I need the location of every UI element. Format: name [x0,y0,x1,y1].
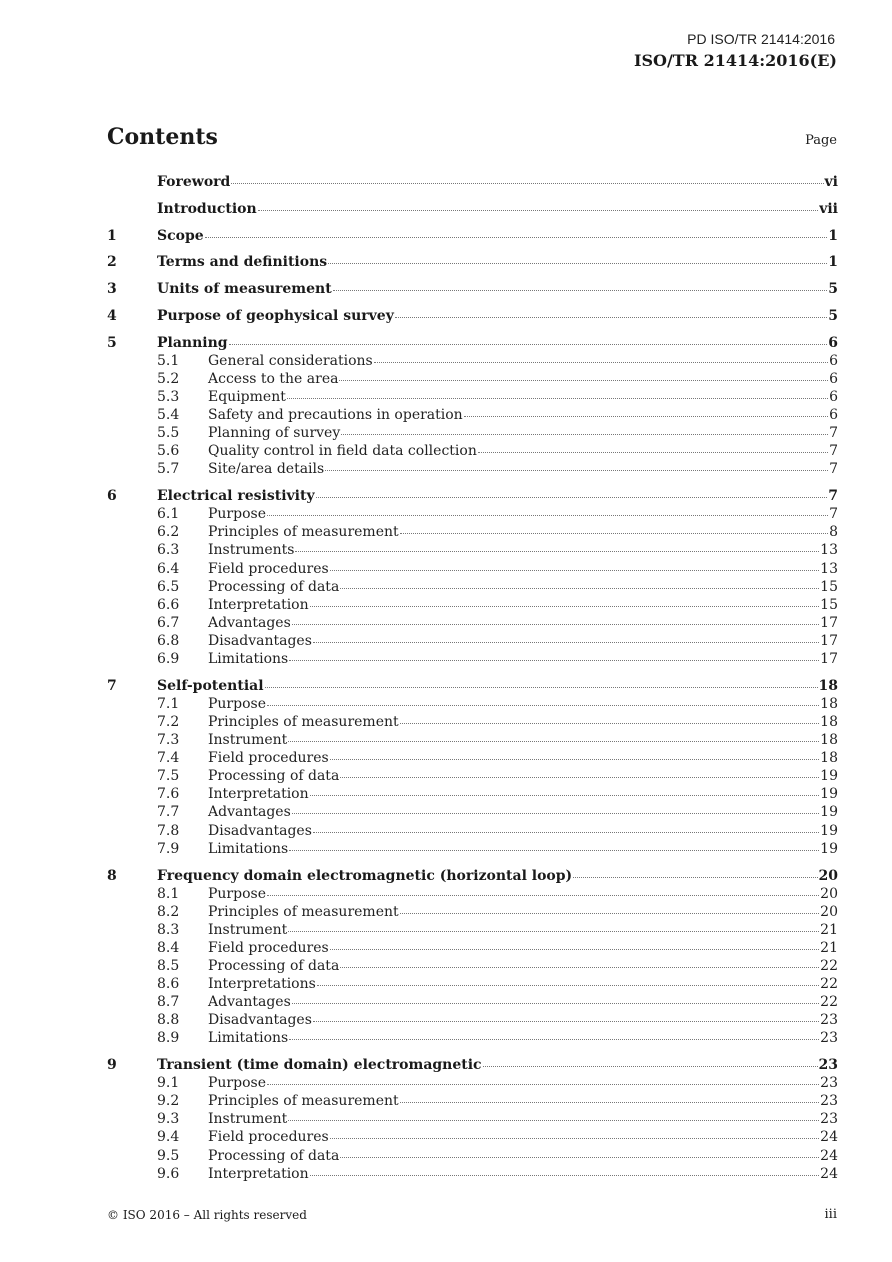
toc-subentry[interactable] [107,976,838,994]
toc-subentry[interactable] [107,561,838,579]
toc-subentry-title: Principles of measurement [208,903,399,920]
toc-subentry-page: 6 [829,388,838,405]
toc-subentry-number: 7.7 [157,804,180,821]
toc-subentry[interactable] [107,1012,838,1030]
toc-subentry[interactable] [107,940,838,958]
dot-leader [288,741,819,742]
toc-subentry-title: Interpretation [208,596,309,613]
toc-entry-page: vii [819,200,838,217]
toc-subentry-title: Interpretation [208,1165,309,1182]
dot-leader [478,452,828,453]
toc-subentry[interactable] [107,732,838,750]
toc-subentry-page: 7 [829,461,838,478]
toc-entry-page: 1 [828,227,838,244]
toc-subentry[interactable] [107,886,838,904]
toc-subentry-page: 17 [820,632,838,649]
toc-subentry[interactable] [107,579,838,597]
toc-entry[interactable] [107,308,838,326]
toc-subentry[interactable] [107,615,838,633]
document-reference: PD ISO/TR 21414:2016 [687,31,835,47]
toc-entry-number: 5 [107,334,117,351]
toc-entry-page: 1 [828,254,838,271]
toc-subentry[interactable] [107,353,838,371]
toc-subentry-title: Disadvantages [208,822,312,839]
toc-subentry-page: 23 [820,1030,838,1047]
toc-subentry-number: 6.5 [157,578,180,595]
dot-leader [289,660,819,661]
toc-entry-page: 7 [828,488,838,505]
toc-entry-page: vi [824,174,838,190]
toc-entry-title: Planning [157,334,228,351]
dot-leader [313,642,819,643]
toc-subentry[interactable] [107,841,838,859]
toc-subentry-number: 7.6 [157,786,180,803]
toc-subentry-page: 15 [820,578,838,595]
toc-entry-number: 4 [107,307,117,324]
dot-leader [330,1138,819,1139]
toc-subentry[interactable] [107,823,838,841]
toc-entry-number: 1 [107,227,117,244]
toc-entry-title: Self-potential [157,677,264,694]
toc-subentry[interactable] [107,696,838,714]
toc-entry-page: 6 [828,334,838,351]
toc-subentry-page: 15 [820,596,838,613]
toc-entry[interactable] [107,678,838,696]
toc-entry-title: Terms and definitions [157,254,328,271]
toc-subentry[interactable] [107,1030,838,1048]
toc-subentry-title: Processing of data [208,957,340,974]
toc-subentry-page: 23 [820,1075,838,1092]
toc-entry-title: Purpose of geophysical survey [157,307,394,324]
dot-leader [340,967,819,968]
toc-subentry-page: 7 [829,443,838,460]
toc-subentry[interactable] [107,443,838,461]
toc-subentry[interactable] [107,750,838,768]
dot-leader [310,606,820,607]
dot-leader [267,515,828,516]
toc-entry-number: 7 [107,677,117,694]
dot-leader [333,290,828,291]
toc-subentry[interactable] [107,922,838,940]
toc-subentry-title: Disadvantages [208,1012,312,1029]
dot-leader [258,210,819,211]
dot-leader [289,1039,819,1040]
toc-subentry-title: General considerations [208,352,373,369]
dot-leader [292,624,819,625]
toc-subentry-page: 21 [820,921,838,938]
toc-entry[interactable] [107,1057,838,1075]
dot-leader [340,777,819,778]
toc-subentry-title: Access to the area [208,370,339,387]
toc-subentry-title: Instruments [208,542,295,559]
dot-leader [400,533,828,534]
toc-subentry-page: 7 [829,506,838,523]
standard-designation: ISO/TR 21414:2016(E) [633,51,837,70]
toc-subentry-number: 8.9 [157,1030,180,1047]
toc-subentry[interactable] [107,1075,838,1093]
dot-leader [340,588,819,589]
page-column-label: Page [805,133,837,148]
toc-subentry[interactable] [107,461,838,479]
copyright-notice: © ISO 2016 – All rights reserved [107,1208,307,1222]
dot-leader [317,985,819,986]
dot-leader [395,317,827,318]
toc-subentry-number: 5.6 [157,443,180,460]
toc-subentry-title: Purpose [208,1075,266,1092]
toc-subentry[interactable] [107,425,838,443]
toc-entry[interactable] [107,201,838,219]
toc-subentry-number: 8.6 [157,975,180,992]
toc-entry[interactable] [107,868,838,886]
toc-subentry-page: 21 [820,939,838,956]
toc-subentry[interactable] [107,768,838,786]
toc-subentry-title: Principles of measurement [208,524,399,541]
toc-entry-page: 20 [818,867,838,884]
toc-subentry-page: 23 [820,1012,838,1029]
toc-subentry-number: 8.2 [157,903,180,920]
toc-entry[interactable] [107,174,838,192]
toc-subentry-page: 19 [820,786,838,803]
table-of-contents [107,174,838,1184]
toc-subentry-number: 6.6 [157,596,180,613]
toc-subentry-number: 5.7 [157,461,180,478]
toc-subentry[interactable] [107,958,838,976]
toc-entry-number: 3 [107,281,117,298]
toc-subentry-title: Field procedures [208,560,329,577]
page-number: iii [824,1207,837,1222]
toc-subentry-number: 9.6 [157,1165,180,1182]
dot-leader [229,344,828,345]
toc-subentry-title: Principles of measurement [208,713,399,730]
toc-entry[interactable] [107,254,838,272]
dot-leader [573,877,817,878]
dot-leader [340,1157,819,1158]
toc-subentry-title: Principles of measurement [208,1093,399,1110]
toc-entry-title: Frequency domain electromagnetic (horizontal loop) [157,867,573,884]
toc-subentry-page: 6 [829,407,838,424]
toc-subentry-title: Processing of data [208,578,340,595]
toc-subentry-title: Purpose [208,885,266,902]
toc-subentry-page: 19 [820,822,838,839]
dot-leader [330,949,819,950]
toc-entry[interactable] [107,228,838,246]
toc-subentry[interactable] [107,651,838,669]
dot-leader [330,759,819,760]
toc-entry-page: 5 [828,307,838,324]
toc-subentry-number: 7.5 [157,768,180,785]
dot-leader [287,398,828,399]
dot-leader [292,813,819,814]
toc-entry-title: Scope [157,227,204,244]
toc-subentry-number: 6.8 [157,632,180,649]
toc-subentry-number: 9.3 [157,1111,180,1128]
toc-subentry-page: 22 [820,994,838,1011]
toc-entry-number: 9 [107,1057,117,1074]
toc-subentry-title: Processing of data [208,1147,340,1164]
dot-leader [374,362,828,363]
toc-entry-title: Transient (time domain) electromagnetic [157,1057,482,1074]
toc-entry[interactable] [107,281,838,299]
toc-entry-page: 18 [818,677,838,694]
toc-subentry-number: 5.4 [157,407,180,424]
dot-leader [288,1120,819,1121]
toc-subentry-title: Site/area details [208,461,325,478]
toc-subentry-number: 7.4 [157,750,180,767]
toc-subentry-page: 19 [820,804,838,821]
toc-subentry-page: 22 [820,975,838,992]
toc-subentry[interactable] [107,904,838,922]
dot-leader [339,380,828,381]
toc-subentry-title: Instrument [208,921,288,938]
toc-subentry-page: 22 [820,957,838,974]
toc-subentry-page: 24 [820,1165,838,1182]
toc-subentry-number: 9.5 [157,1147,180,1164]
toc-subentry-title: Advantages [208,804,291,821]
toc-subentry[interactable] [107,714,838,732]
toc-subentry-number: 9.1 [157,1075,180,1092]
toc-entry-number: 2 [107,254,117,271]
toc-subentry-title: Limitations [208,650,289,667]
dot-leader [400,913,820,914]
toc-entry-number: 8 [107,867,117,884]
toc-subentry[interactable] [107,407,838,425]
toc-subentry-number: 8.8 [157,1012,180,1029]
toc-entry-title: Introduction [157,200,257,217]
toc-subentry-page: 7 [829,425,838,442]
toc-subentry-number: 6.2 [157,524,180,541]
toc-subentry-number: 8.3 [157,921,180,938]
toc-subentry[interactable] [107,506,838,524]
toc-subentry-title: Interpretations [208,975,316,992]
dot-leader [310,795,820,796]
toc-subentry-number: 7.3 [157,732,180,749]
toc-subentry-page: 13 [820,542,838,559]
toc-subentry[interactable] [107,524,838,542]
dot-leader [341,434,828,435]
toc-subentry-number: 7.8 [157,822,180,839]
toc-subentry-page: 18 [820,695,838,712]
toc-subentry-title: Field procedures [208,939,329,956]
toc-subentry-page: 24 [820,1129,838,1146]
toc-entry-title: Foreword [157,174,231,190]
toc-subentry[interactable] [107,389,838,407]
toc-subentry-title: Limitations [208,1030,289,1047]
toc-subentry-page: 17 [820,614,838,631]
dot-leader [400,723,820,724]
dot-leader [313,832,819,833]
toc-subentry-number: 5.3 [157,388,180,405]
toc-subentry-page: 23 [820,1111,838,1128]
dot-leader [313,1021,819,1022]
dot-leader [205,237,828,238]
toc-subentry-page: 18 [820,732,838,749]
toc-entry-number: 6 [107,488,117,505]
dot-leader [328,263,827,264]
toc-subentry-number: 5.5 [157,425,180,442]
toc-subentry[interactable] [107,994,838,1012]
toc-entry-title: Electrical resistivity [157,488,315,505]
dot-leader [267,1084,819,1085]
dot-leader [316,497,828,498]
toc-subentry-page: 13 [820,560,838,577]
dot-leader [310,1175,820,1176]
toc-subentry-title: Planning of survey [208,425,341,442]
toc-subentry-page: 20 [820,885,838,902]
toc-subentry-page: 24 [820,1147,838,1164]
toc-subentry-page: 18 [820,750,838,767]
toc-subentry-title: Field procedures [208,1129,329,1146]
dot-leader [400,1102,820,1103]
toc-subentry-number: 5.2 [157,370,180,387]
toc-subentry[interactable] [107,1129,838,1147]
toc-subentry-number: 7.2 [157,713,180,730]
toc-subentry-title: Disadvantages [208,632,312,649]
toc-subentry-title: Advantages [208,994,291,1011]
toc-subentry-number: 9.2 [157,1093,180,1110]
toc-subentry-page: 20 [820,903,838,920]
toc-subentry[interactable] [107,1148,838,1166]
toc-entry[interactable] [107,488,838,506]
toc-subentry-page: 8 [829,524,838,541]
dot-leader [267,895,819,896]
toc-subentry[interactable] [107,542,838,560]
toc-entry[interactable] [107,335,838,353]
toc-subentry-title: Advantages [208,614,291,631]
toc-subentry-number: 8.5 [157,957,180,974]
toc-entry-page: 5 [828,281,838,298]
toc-subentry-page: 19 [820,768,838,785]
dot-leader [295,551,819,552]
dot-leader [325,470,828,471]
dot-leader [292,1003,819,1004]
toc-subentry-title: Field procedures [208,750,329,767]
toc-subentry-number: 6.3 [157,542,180,559]
toc-subentry-page: 18 [820,713,838,730]
toc-subentry-number: 8.7 [157,994,180,1011]
toc-subentry-title: Purpose [208,695,266,712]
toc-subentry-page: 6 [829,370,838,387]
toc-subentry-number: 7.1 [157,695,180,712]
toc-subentry-number: 5.1 [157,352,180,369]
toc-subentry-page: 23 [820,1093,838,1110]
toc-subentry[interactable] [107,371,838,389]
toc-subentry[interactable] [107,1166,838,1184]
dot-leader [265,687,818,688]
toc-subentry-title: Quality control in field data collection [208,443,477,460]
toc-subentry-title: Safety and precautions in operation [208,407,463,424]
toc-subentry[interactable] [107,633,838,651]
dot-leader [330,570,819,571]
toc-subentry-title: Limitations [208,840,289,857]
page-title: Contents [107,124,218,150]
dot-leader [483,1066,818,1067]
toc-subentry[interactable] [107,1111,838,1129]
toc-subentry-title: Equipment [208,388,286,405]
dot-leader [289,850,819,851]
toc-subentry-page: 19 [820,840,838,857]
dot-leader [288,931,819,932]
toc-subentry-title: Interpretation [208,786,309,803]
toc-subentry[interactable] [107,1093,838,1111]
toc-subentry-number: 6.9 [157,650,180,667]
toc-subentry-title: Purpose [208,506,266,523]
dot-leader [464,416,828,417]
toc-entry-page: 23 [818,1057,838,1074]
dot-leader [267,705,819,706]
toc-subentry-number: 6.7 [157,614,180,631]
toc-subentry-page: 17 [820,650,838,667]
toc-subentry[interactable] [107,804,838,822]
toc-subentry-title: Instrument [208,732,288,749]
toc-subentry[interactable] [107,597,838,615]
toc-subentry-number: 8.1 [157,885,180,902]
toc-subentry-title: Processing of data [208,768,340,785]
toc-subentry-title: Instrument [208,1111,288,1128]
toc-subentry[interactable] [107,786,838,804]
toc-entry-title: Units of measurement [157,281,332,298]
toc-subentry-page: 6 [829,352,838,369]
toc-subentry-number: 6.4 [157,560,180,577]
toc-subentry-number: 9.4 [157,1129,180,1146]
toc-subentry-number: 6.1 [157,506,180,523]
toc-subentry-number: 8.4 [157,939,180,956]
dot-leader [231,183,823,184]
toc-subentry-number: 7.9 [157,840,180,857]
